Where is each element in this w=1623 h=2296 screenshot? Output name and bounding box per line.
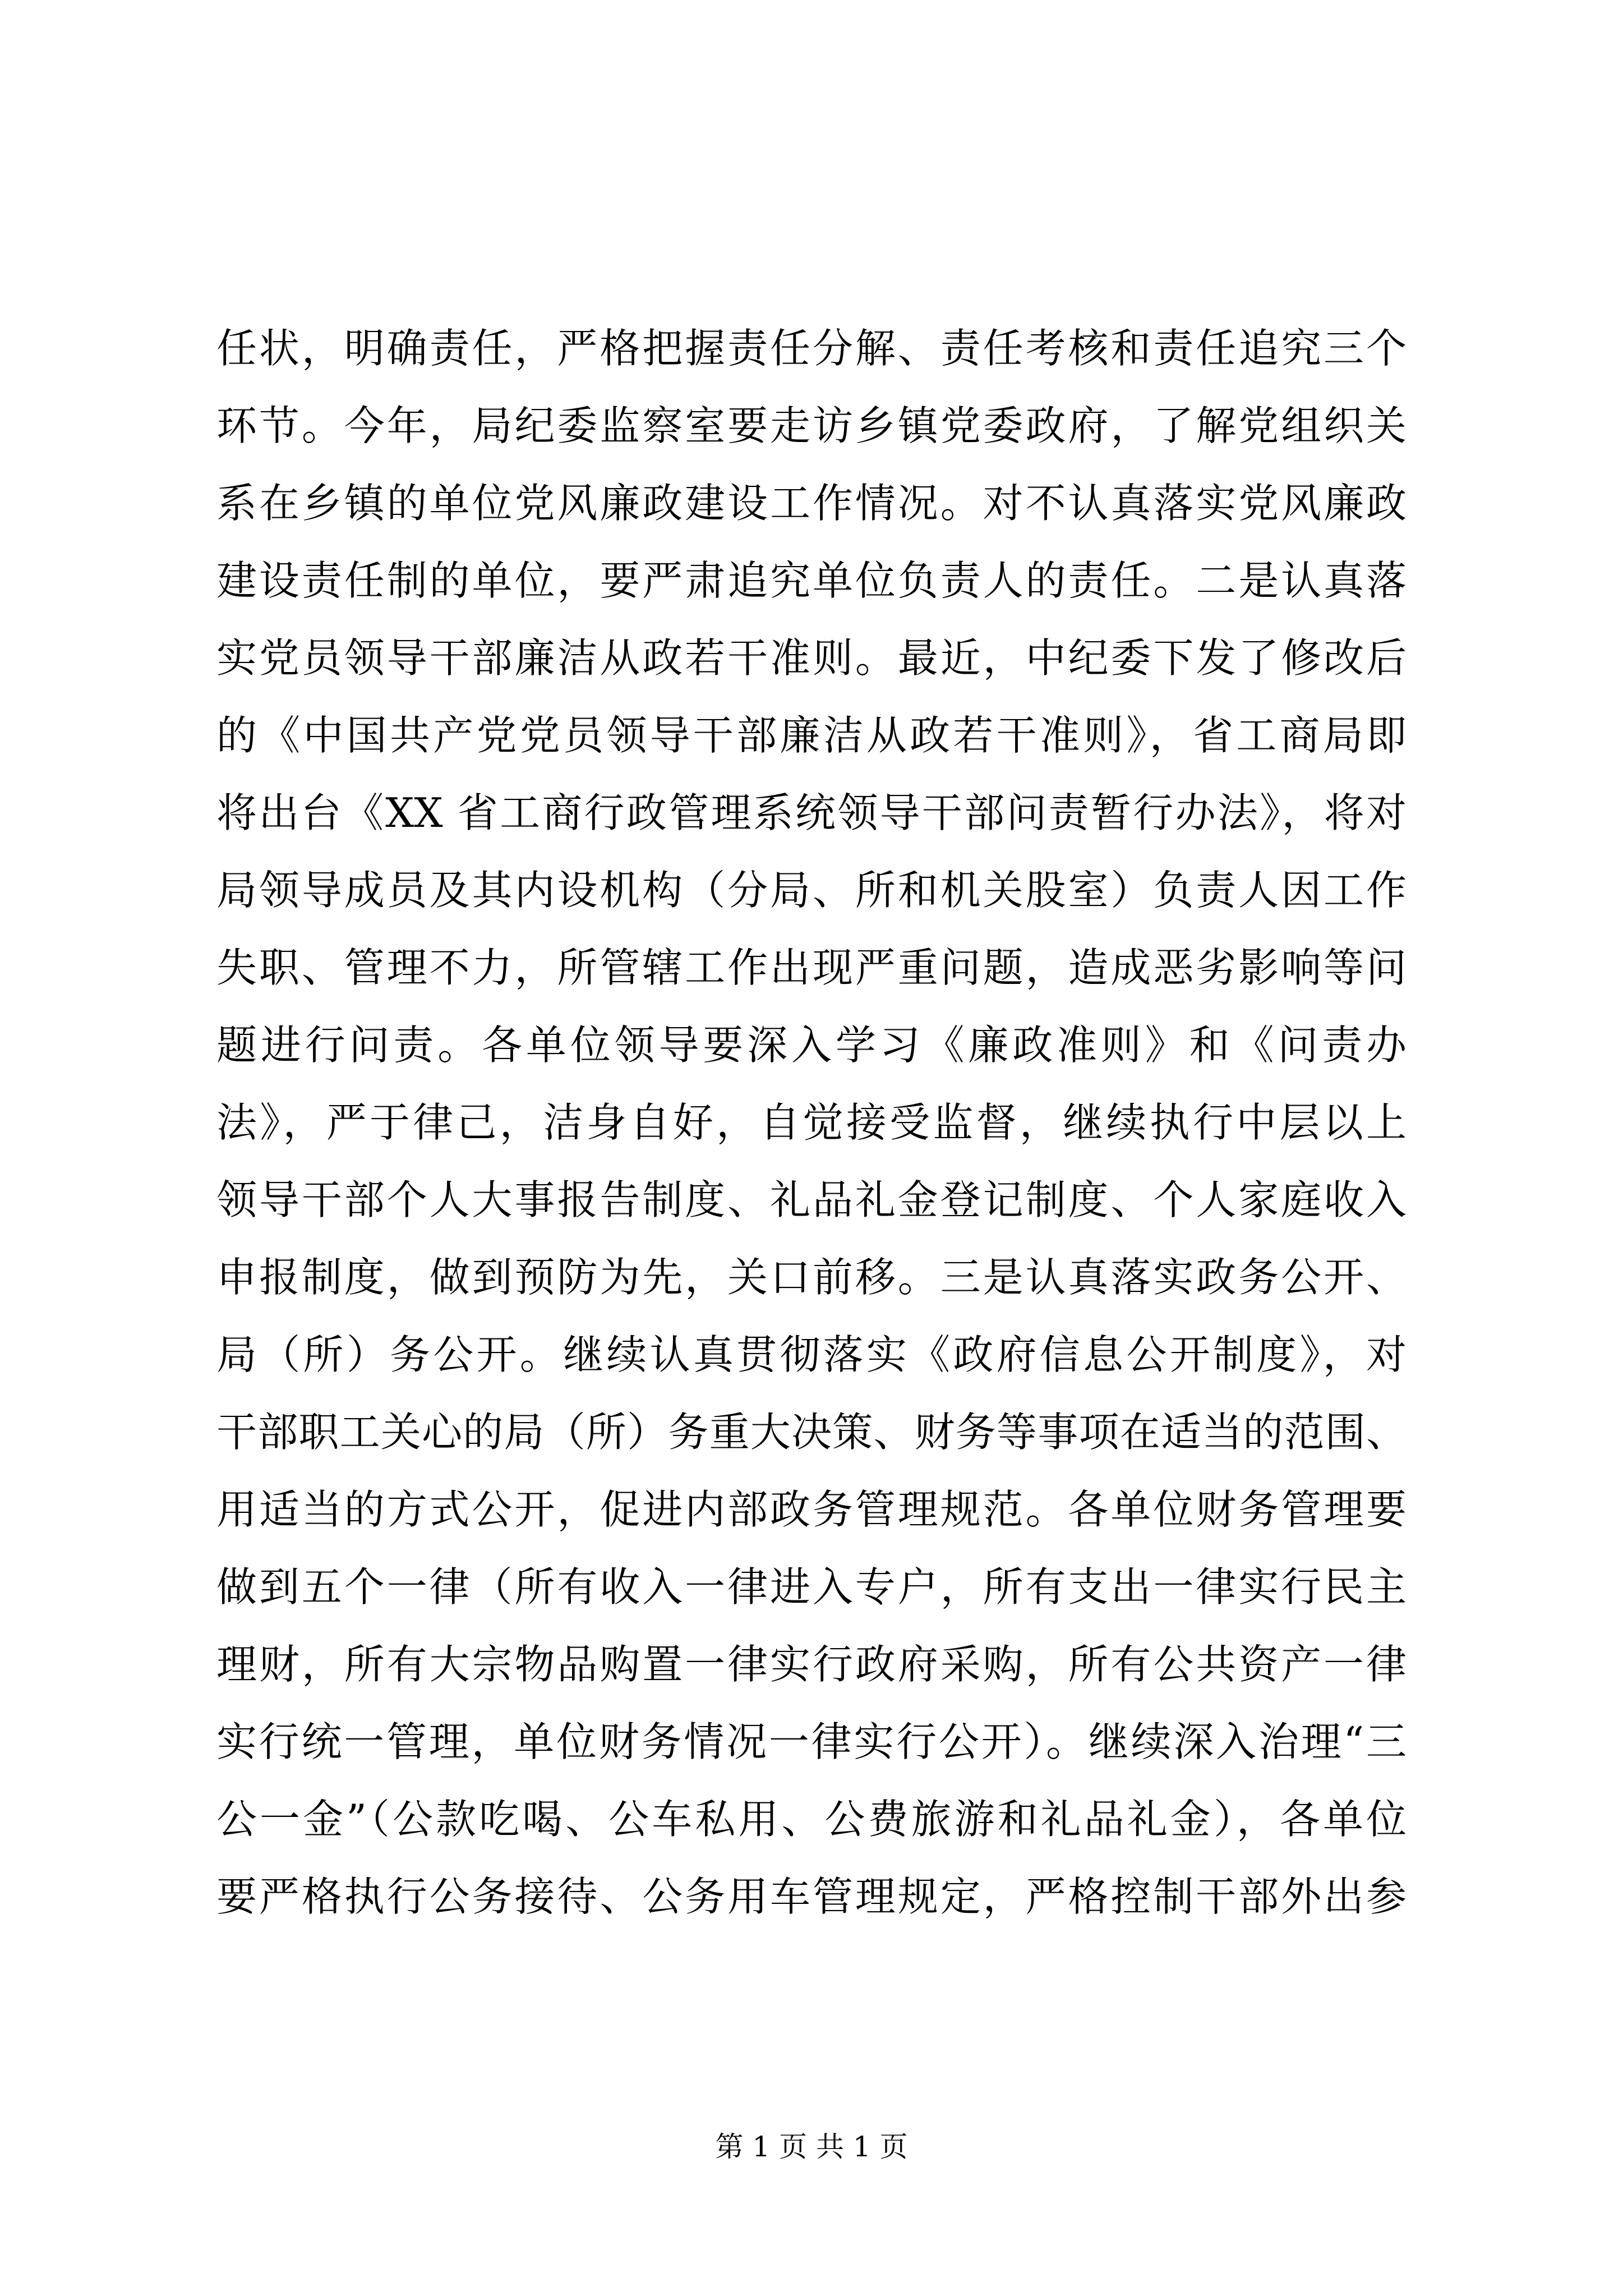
text-line: 领导干部个人大事报告制度、礼品礼金登记制度、个人家庭收入 (216, 1176, 1407, 1223)
text-line: 系在乡镇的单位党风廉政建设工作情况。对不认真落实党风廉政 (216, 480, 1407, 527)
text-line: 失职、管理不力，所管辖工作出现严重问题，造成恶劣影响等问 (216, 944, 1407, 991)
text-line: 用适当的方式公开，促进内部政务管理规范。各单位财务管理要 (216, 1486, 1407, 1533)
body-text (216, 310, 1407, 1935)
text-line: 要严格执行公务接待、公务用车管理规定，严格控制干部外出参 (216, 1873, 1407, 1920)
text-line: 建设责任制的单位，要严肃追究单位负责人的责任。二是认真落 (216, 557, 1407, 604)
page-footer: 第 1 页 共 1 页 (715, 2131, 908, 2163)
text-line: 将出台《XX 省工商行政管理系统领导干部问责暂行办法》，将对 (216, 789, 1407, 836)
text-line: 理财，所有大宗物品购置一律实行政府采购，所有公共资产一律 (216, 1641, 1407, 1688)
text-line: 法》，严于律己，洁身自好，自觉接受监督，继续执行中层以上 (216, 1099, 1407, 1146)
text-line: 实党员领导干部廉洁从政若干准则。最近，中纪委下发了修改后 (216, 634, 1407, 682)
text-line: 干部职工关心的局（所）务重大决策、财务等事项在适当的范围、 (216, 1409, 1407, 1456)
text-line: 题进行问责。各单位领导要深入学习《廉政准则》和《问责办 (216, 1022, 1407, 1069)
text-line: 局（所）务公开。继续认真贯彻落实《政府信息公开制度》，对 (216, 1331, 1407, 1378)
text-line: 公一金”（公款吃喝、公车私用、公费旅游和礼品礼金），各单位 (216, 1796, 1407, 1843)
text-line: 实行统一管理，单位财务情况一律实行公开）。继续深入治理“三 (216, 1718, 1407, 1765)
text-line: 申报制度，做到预防为先，关口前移。三是认真落实政务公开、 (216, 1254, 1407, 1301)
text-line: 局领导成员及其内设机构（分局、所和机关股室）负责人因工作 (216, 867, 1407, 914)
text-line: 环节。今年，局纪委监察室要走访乡镇党委政府，了解党组织关 (216, 402, 1407, 449)
text-line: 的《中国共产党党员领导干部廉洁从政若干准则》，省工商局即 (216, 712, 1407, 759)
text-line: 任状，明确责任，严格把握责任分解、责任考核和责任追究三个 (216, 325, 1407, 372)
text-line: 做到五个一律（所有收入一律进入专户，所有支出一律实行民主 (216, 1563, 1407, 1611)
